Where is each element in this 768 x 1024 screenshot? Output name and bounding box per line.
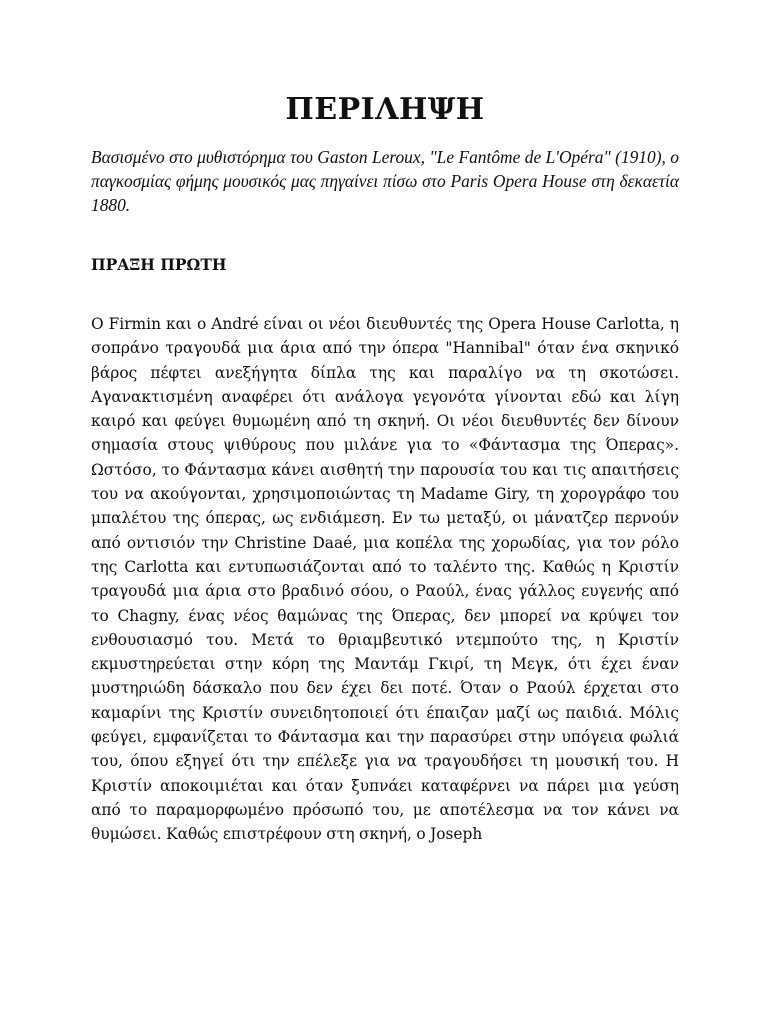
intro-paragraph: Βασισμένο στο μυθιστόρημα του Gaston Leroux, "Le Fantôme de L'Opéra" (1910), ο παγκοσμίας φήμης μουσικός μας πηγαίνει πίσω στο Paris Opera House στη δεκαετία 1880. <box>91 147 679 216</box>
section-heading: ΠΡΑΞΗ ΠΡΩΤΗ <box>91 255 227 274</box>
document-page <box>91 0 679 1024</box>
document-title: ΠΕΡΙΛΗΨΗ <box>285 92 485 127</box>
body-paragraph: Ο Firmin και ο André είναι οι νέοι διευθυντές της Opera House Carlotta, η σοπράνο τραγουδά μια άρια από την όπερα "Hannibal" όταν ένα σκηνικό βάρος πέφτει ανεξήγητα δίπλα της και παραλίγο να τη σκοτώσει. Αγανακτισμένη αναφέρει ότι ανάλογα γεγονότα γίνονται εδώ και λίγη καιρό και φεύγει θυμωμένη από τη σκηνή. Οι νέοι διευθυντές δεν δίνουν σημασία στους ψιθύρους που μιλάνε για το «Φάντασμα της Όπερας». Ωστόσο, το Φάντασμα κάνει αισθητή την παρουσία του και τις απαιτήσεις του να ακούγονται, χρησιμοποιώντας τη Madame Giry, τη χορογράφο του μπαλέτου της όπερας, ως ενδιάμεση. Εν τω μεταξύ, οι μάνατζερ περνούν από οντισιόν την Christine Daaé, μια κοπέλα της χορωδίας, για τον ρόλο της Carlotta και εντυπωσιάζονται από το ταλέντο της. Καθώς η Κριστίν τραγουδά μια άρια στο βραδινό σόου, ο Ραούλ, ένας γάλλος ευγενής από το Chagny, ένας νέος θαμώνας της Όπερας, δεν μπορεί να κρύψει τον ενθουσιασμό του. Μετά το θριαμβευτικό ντεμπούτο της, η Κριστίν εκμυστηρεύεται στην κόρη της Μαντάμ Γκιρί, τη Μεγκ, ότι έχει έναν μυστηριώδη δάσκαλο που δεν έχει δει ποτέ. Όταν ο Ραούλ έρχεται στο καμαρίνι της Κριστίν συνειδητοποιεί ότι έπαιζαν μαζί ως παιδιά. Μόλις φεύγει, εμφανίζεται το Φάντασμα και την παρασύρει στην υπόγεια φωλιά του, όπου εξηγεί ότι την επέλεξε για να τραγουδήσει τη μουσική του. Η Κριστίν αποκοιμιέται και όταν ξυπνάει καταφέρνει να πάρει μια γεύση από το παραμορφωμένο πρόσωπό του, με αποτέλεσμα να τον κάνει να θυμώσει. Καθώς επιστρέφουν στη σκηνή, ο Joseph <box>91 315 679 844</box>
